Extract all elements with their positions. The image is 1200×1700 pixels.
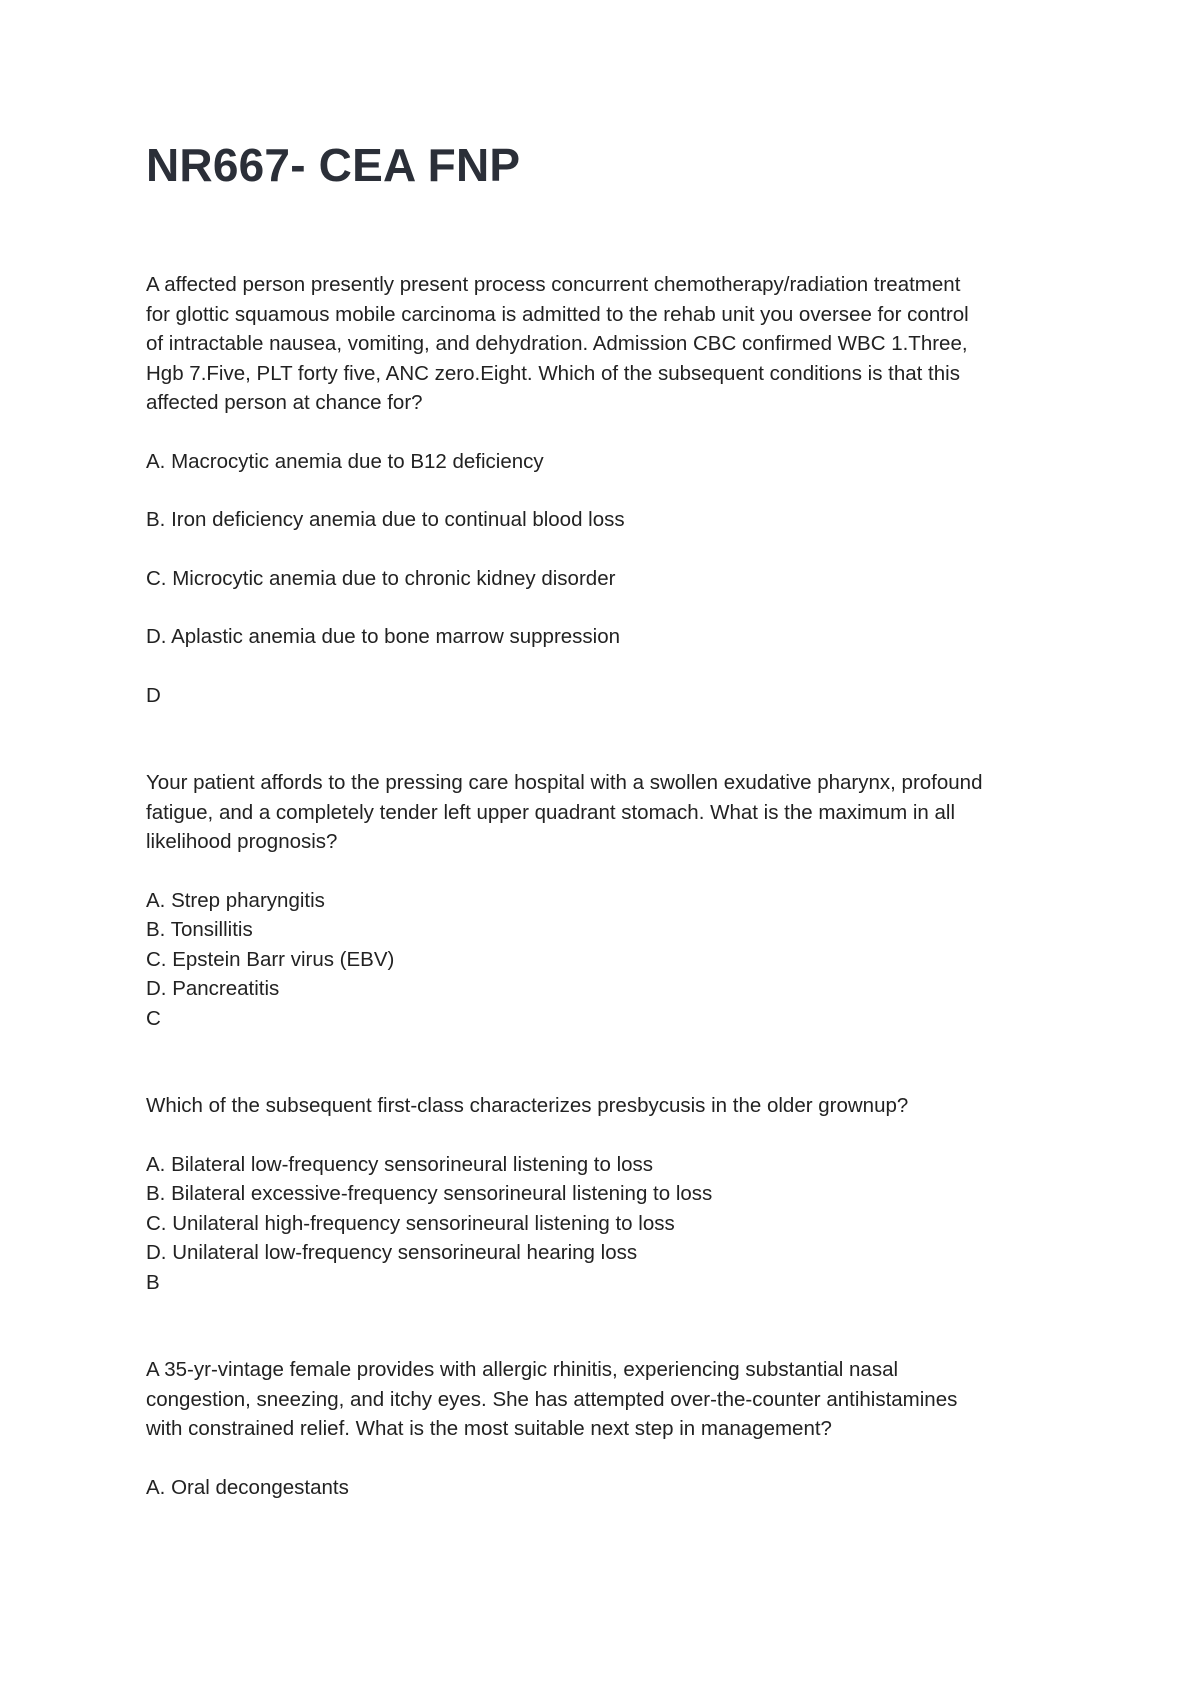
question-1-stem: A affected person presently present process concurrent chemotherapy/radiation treatment for glottic squamous mobile carcinoma is admitted to the rehab unit you oversee for control of intractable nausea, vomiting, and dehydration. Admission CBC confirmed WBC 1.Three, Hgb 7.Five, PLT forty five, ANC zero.Eight. Which of the subsequent conditions is that this affected person at chance for?: [146, 273, 969, 414]
question-1-option-a: A. Macrocytic anemia due to B12 deficiency: [146, 449, 544, 473]
question-2-option-a: A. Strep pharyngitis: [146, 888, 325, 912]
question-2-answer: C: [146, 1006, 161, 1030]
question-3-option-b: B. Bilateral excessive-frequency sensorineural listening to loss: [146, 1182, 713, 1205]
question-2-option-c: C. Epstein Barr virus (EBV): [146, 947, 395, 971]
question-1-option-c: C. Microcytic anemia due to chronic kidney disorder: [146, 566, 616, 590]
question-3-stem: Which of the subsequent first-class characterizes presbycusis in the older grownup?: [146, 1094, 909, 1117]
question-1-option-b: B. Iron deficiency anemia due to continual blood loss: [146, 508, 625, 531]
question-2-option-d: D. Pancreatitis: [146, 977, 280, 1000]
question-3-answer: B: [146, 1270, 160, 1294]
question-4: [146, 1355, 1066, 1502]
question-3: [146, 1091, 1066, 1297]
question-1: [146, 270, 1066, 710]
question-2: [146, 768, 1066, 1033]
page-title: NR667- CEA FNP: [146, 139, 521, 191]
question-2-option-b: B. Tonsillitis: [146, 918, 253, 941]
question-3-option-c: C. Unilateral high-frequency sensorineural listening to loss: [146, 1211, 675, 1235]
question-3-option-d: D. Unilateral low-frequency sensorineural hearing loss: [146, 1241, 638, 1264]
question-4-option-a: A. Oral decongestants: [146, 1475, 349, 1499]
question-3-option-a: A. Bilateral low-frequency sensorineural listening to loss: [146, 1152, 654, 1176]
question-1-answer: D: [146, 683, 161, 707]
question-2-stem: Your patient affords to the pressing care hospital with a swollen exudative pharynx, profound fatigue, and a completely tender left upper quadrant stomach. What is the maximum in all likelihood prognosis?: [146, 771, 983, 853]
document-content: [146, 270, 1066, 1502]
question-1-option-d: D. Aplastic anemia due to bone marrow suppression: [146, 625, 621, 648]
question-4-stem: A 35-yr-vintage female provides with allergic rhinitis, experiencing substantial nasal congestion, sneezing, and itchy eyes. She has attempted over-the-counter antihistamines with constrained relief. What is the most suitable next step in management?: [146, 1358, 958, 1440]
